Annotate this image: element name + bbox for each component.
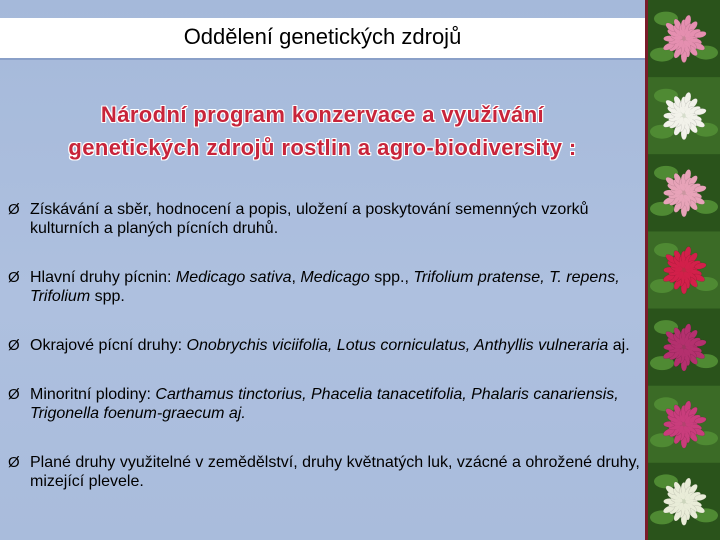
bullet-text: spp. bbox=[90, 288, 125, 305]
bullet-text: , bbox=[291, 269, 301, 286]
bullet-list bbox=[8, 200, 642, 521]
crimson-clover-flower-icon bbox=[648, 231, 720, 308]
bullet-item-minor-crops bbox=[8, 385, 642, 423]
flower-photo-strip bbox=[645, 0, 720, 540]
bullet-text: Okrajové pícní druhy: bbox=[30, 337, 187, 354]
arrow-bullet-icon: Ø bbox=[8, 337, 20, 354]
pink-clover-flower-icon bbox=[648, 0, 720, 77]
species-name: Carthamus tinctorius, Phacelia tanacetifolia, Phalaris canariensis, Trigonella foenum-graecum aj. bbox=[30, 386, 619, 422]
bullet-item-wild-species bbox=[8, 453, 642, 491]
bullet-text: Získávání a sběr, hodnocení a popis, uložení a poskytování semenných vzorků kulturních a planých pícních druhů. bbox=[30, 201, 589, 237]
species-name: Medicago sativa bbox=[175, 269, 292, 286]
purple-clover-flower-icon bbox=[648, 309, 720, 386]
white-clover-flower-icon bbox=[648, 77, 720, 154]
bullet-text: aj. bbox=[608, 337, 630, 354]
bullet-item-collection bbox=[8, 200, 642, 238]
white-green-clover-flower-icon bbox=[648, 463, 720, 540]
pale-pink-clover-flower-icon bbox=[648, 154, 720, 231]
arrow-bullet-icon: Ø bbox=[8, 386, 20, 403]
page-title: Oddělení genetických zdrojů bbox=[183, 24, 462, 49]
arrow-bullet-icon: Ø bbox=[8, 454, 20, 471]
header-bar bbox=[0, 18, 645, 60]
program-title-line-1: Národní program konzervace a využívání bbox=[100, 102, 545, 127]
bullet-text: spp., bbox=[369, 269, 414, 286]
species-name: Medicago bbox=[300, 269, 370, 286]
flower-strip-graphic bbox=[648, 0, 720, 540]
program-title bbox=[0, 98, 645, 164]
magenta-clover-flower-icon bbox=[648, 386, 720, 463]
arrow-bullet-icon: Ø bbox=[8, 269, 20, 286]
species-name: Trifolium pratense, T. repens, Trifolium bbox=[30, 269, 620, 305]
bullet-item-marginal-species bbox=[8, 336, 642, 355]
bullet-item-main-species bbox=[8, 268, 642, 306]
program-title-line-2: genetických zdrojů rostlin a agro-biodiversity : bbox=[68, 135, 577, 160]
bullet-text: Plané druhy využitelné v zemědělství, druhy květnatých luk, vzácné a ohrožené druhy, mizející plevele. bbox=[30, 454, 640, 490]
species-name: Onobrychis viciifolia, Lotus corniculatus, Anthyllis vulneraria bbox=[186, 337, 609, 354]
arrow-bullet-icon: Ø bbox=[8, 201, 20, 218]
bullet-text: Hlavní druhy pícnin: bbox=[30, 269, 176, 286]
bullet-text: Minoritní plodiny: bbox=[30, 386, 156, 403]
